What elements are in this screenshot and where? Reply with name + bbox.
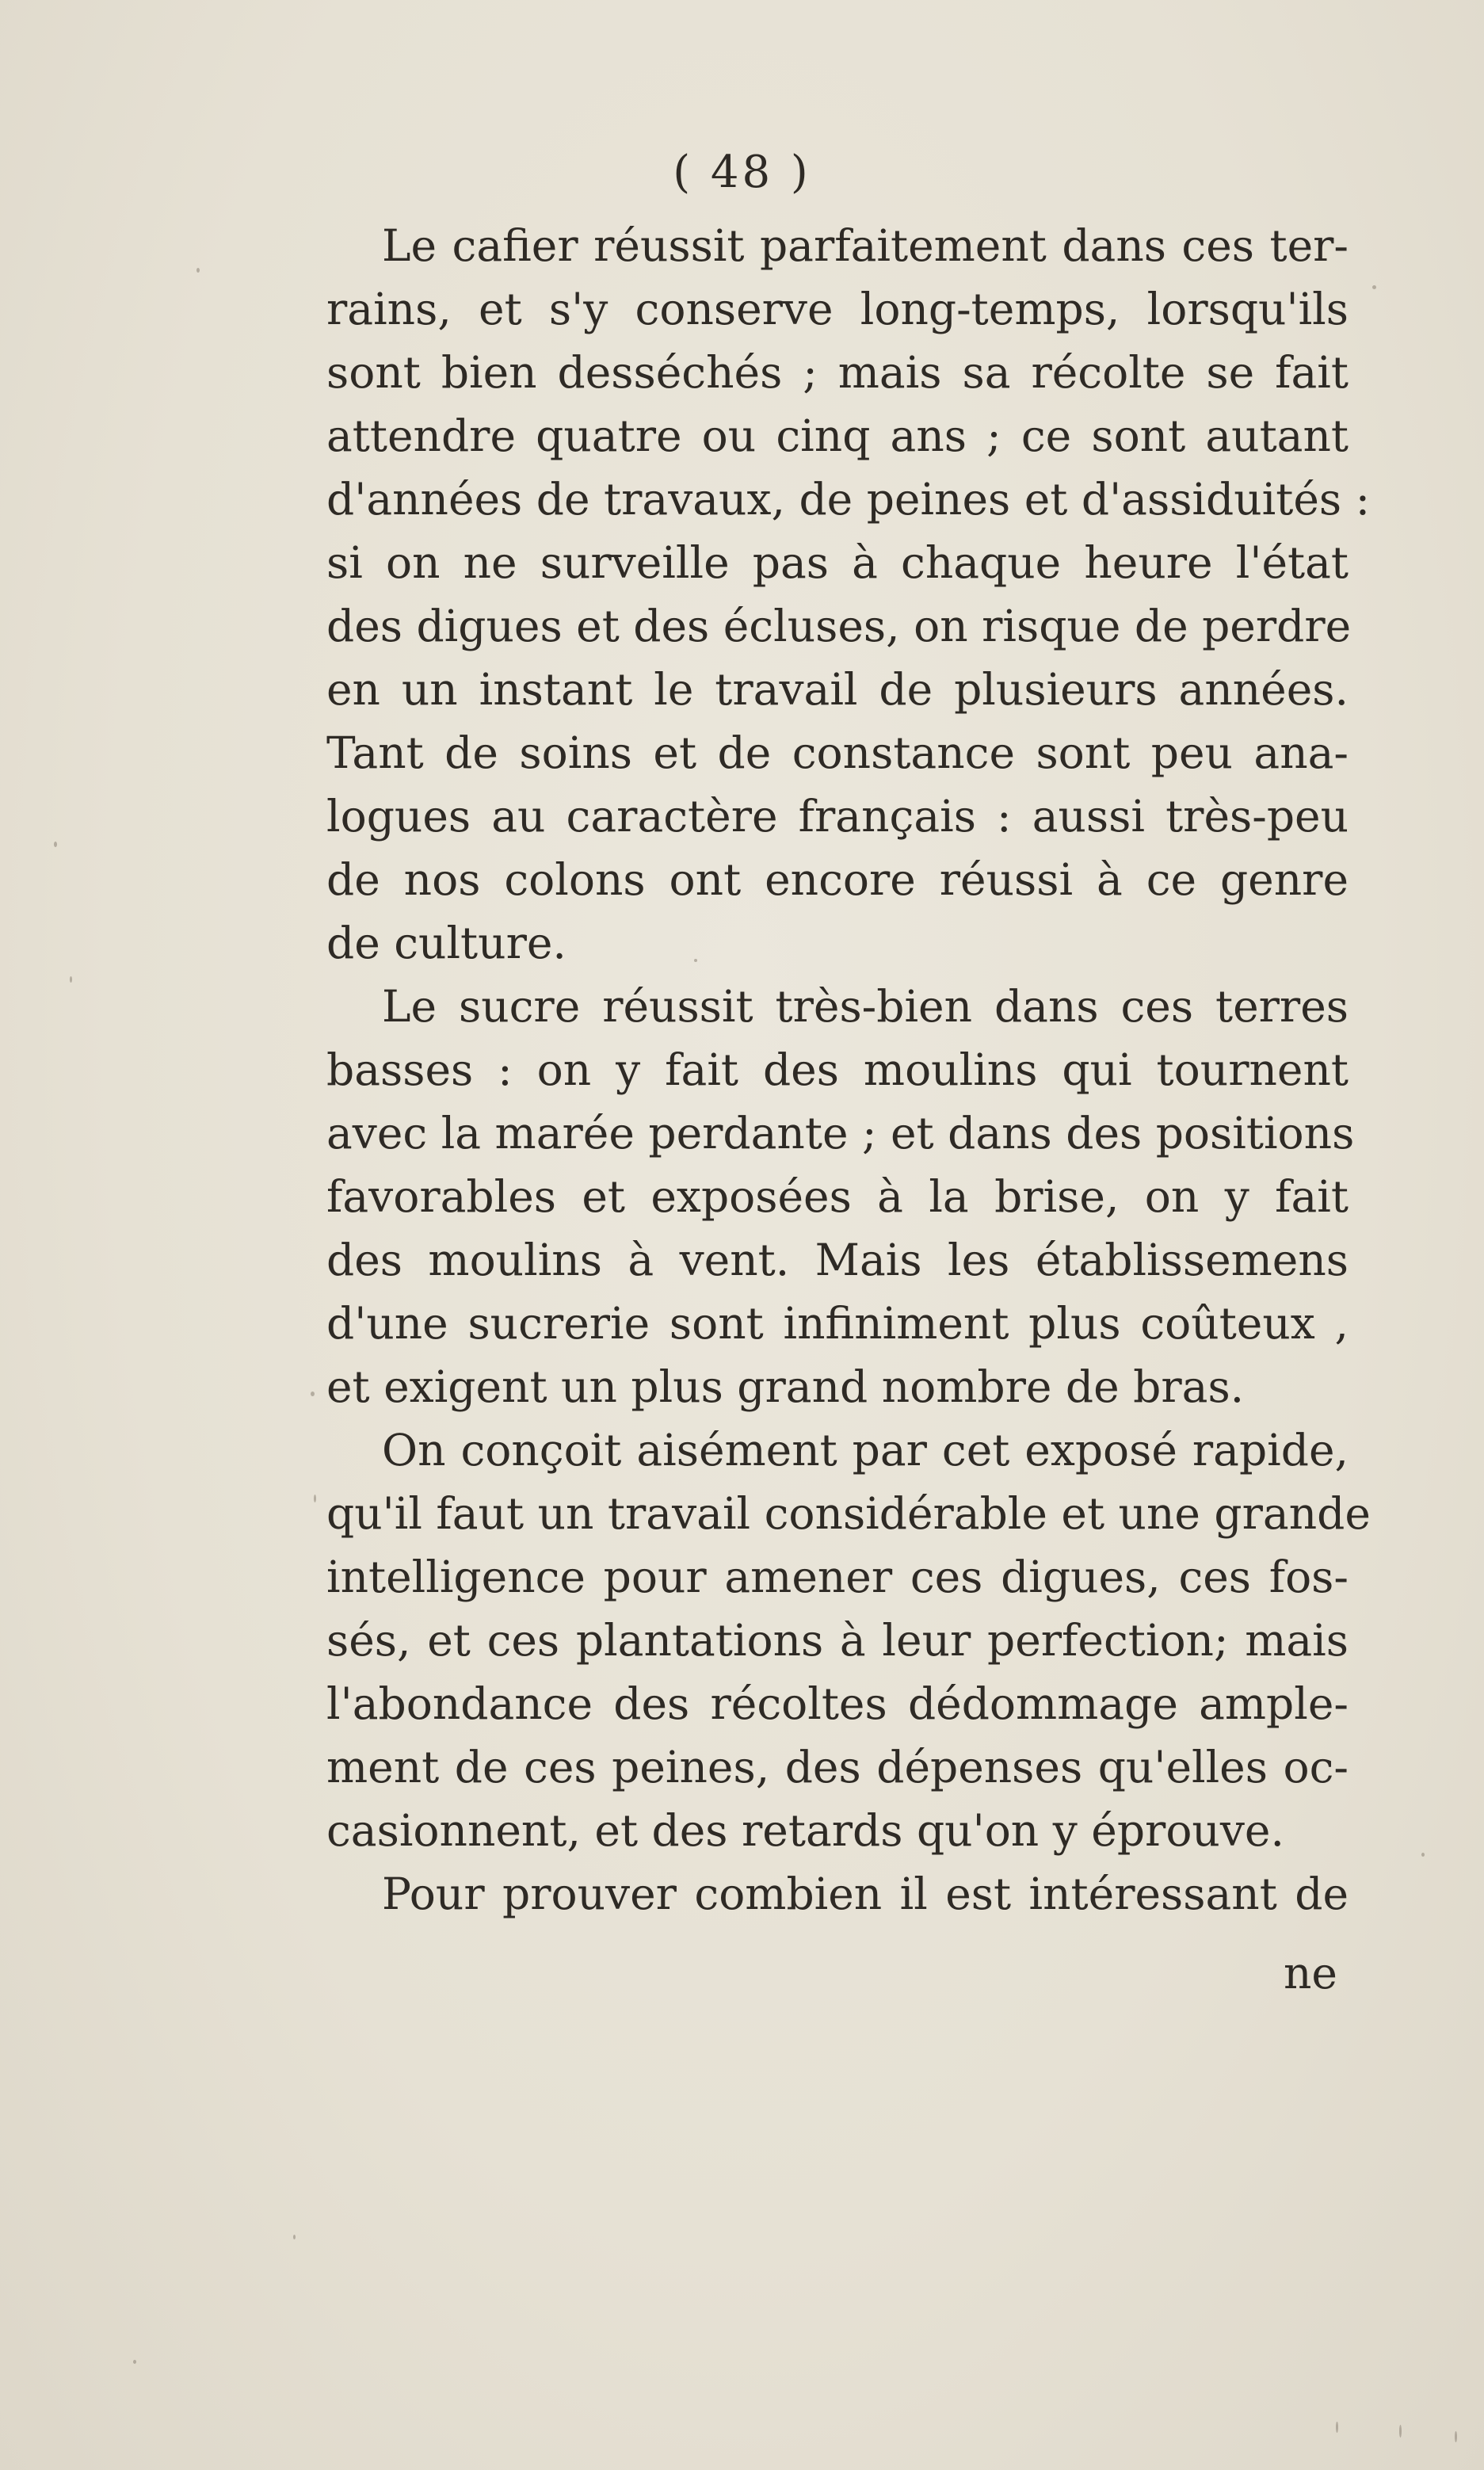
- text-line: de nos colons ont encore réussi à ce genre: [326, 854, 1349, 905]
- text-line: logues au caractère français : aussi très-peu: [326, 791, 1349, 842]
- paper-speck: [314, 1495, 316, 1502]
- text-line: des moulins à vent. Mais les établissemens: [326, 1235, 1349, 1285]
- text-line: si on ne surveille pas à chaque heure l'état: [326, 537, 1349, 588]
- text-line: de culture.: [326, 918, 567, 968]
- text-line: Le sucre réussit très-bien dans ces terres: [382, 981, 1349, 1032]
- body-text: [326, 214, 1371, 1926]
- text-line: rains, et s'y conserve long-temps, lorsqu'ils: [326, 284, 1349, 334]
- paper-speck: [1455, 2431, 1457, 2442]
- text-line: d'une sucrerie sont infiniment plus coûteux ,: [326, 1298, 1349, 1349]
- text-line: et exigent un plus grand nombre de bras.: [326, 1361, 1245, 1412]
- paper-speck: [694, 959, 697, 962]
- paper-speck: [133, 2360, 136, 2364]
- text-line: favorables et exposées à la brise, on y fait: [326, 1171, 1349, 1222]
- text-line: Le cafier réussit parfaitement dans ces ter-: [382, 220, 1349, 271]
- text-line: basses : on y fait des moulins qui tournent: [326, 1044, 1349, 1095]
- paper-speck: [1399, 2425, 1402, 2438]
- text-line: Tant de soins et de constance sont peu ana-: [326, 727, 1349, 778]
- paper-speck: [1372, 285, 1376, 289]
- text-line: d'années de travaux, de peines et d'assiduités :: [326, 474, 1371, 525]
- paper-speck: [54, 842, 57, 847]
- catchword: ne: [1284, 1948, 1337, 1999]
- text-line: attendre quatre ou cinq ans ; ce sont autant: [326, 410, 1349, 461]
- page-number: ( 48 ): [673, 147, 811, 198]
- text-line: sont bien desséchés ; mais sa récolte se fait: [326, 347, 1349, 398]
- paper-speck: [293, 2235, 296, 2239]
- text-line: des digues et des écluses, on risque de perdre: [326, 601, 1352, 651]
- text-line: Pour prouver combien il est intéressant de: [382, 1869, 1349, 1919]
- text-line: intelligence pour amener ces digues, ces fos-: [326, 1552, 1349, 1602]
- paper-speck: [70, 976, 72, 983]
- text-line: casionnent, et des retards qu'on y éprouve.: [326, 1805, 1284, 1856]
- text-line: sés, et ces plantations à leur perfection; mais: [326, 1615, 1349, 1666]
- text-line: On conçoit aisément par cet exposé rapide,: [382, 1425, 1349, 1476]
- text-line: avec la marée perdante ; et dans des positions: [326, 1108, 1355, 1159]
- paper-speck: [1336, 2422, 1338, 2433]
- text-line: en un instant le travail de plusieurs années.: [326, 664, 1349, 715]
- text-line: l'abondance des récoltes dédommage ample-: [326, 1678, 1349, 1729]
- paper-speck: [1421, 1853, 1425, 1857]
- text-line: qu'il faut un travail considérable et une grande: [326, 1488, 1371, 1539]
- paper-speck: [196, 268, 200, 273]
- paper-speck: [311, 1392, 315, 1396]
- text-line: ment de ces peines, des dépenses qu'elles oc-: [326, 1742, 1349, 1792]
